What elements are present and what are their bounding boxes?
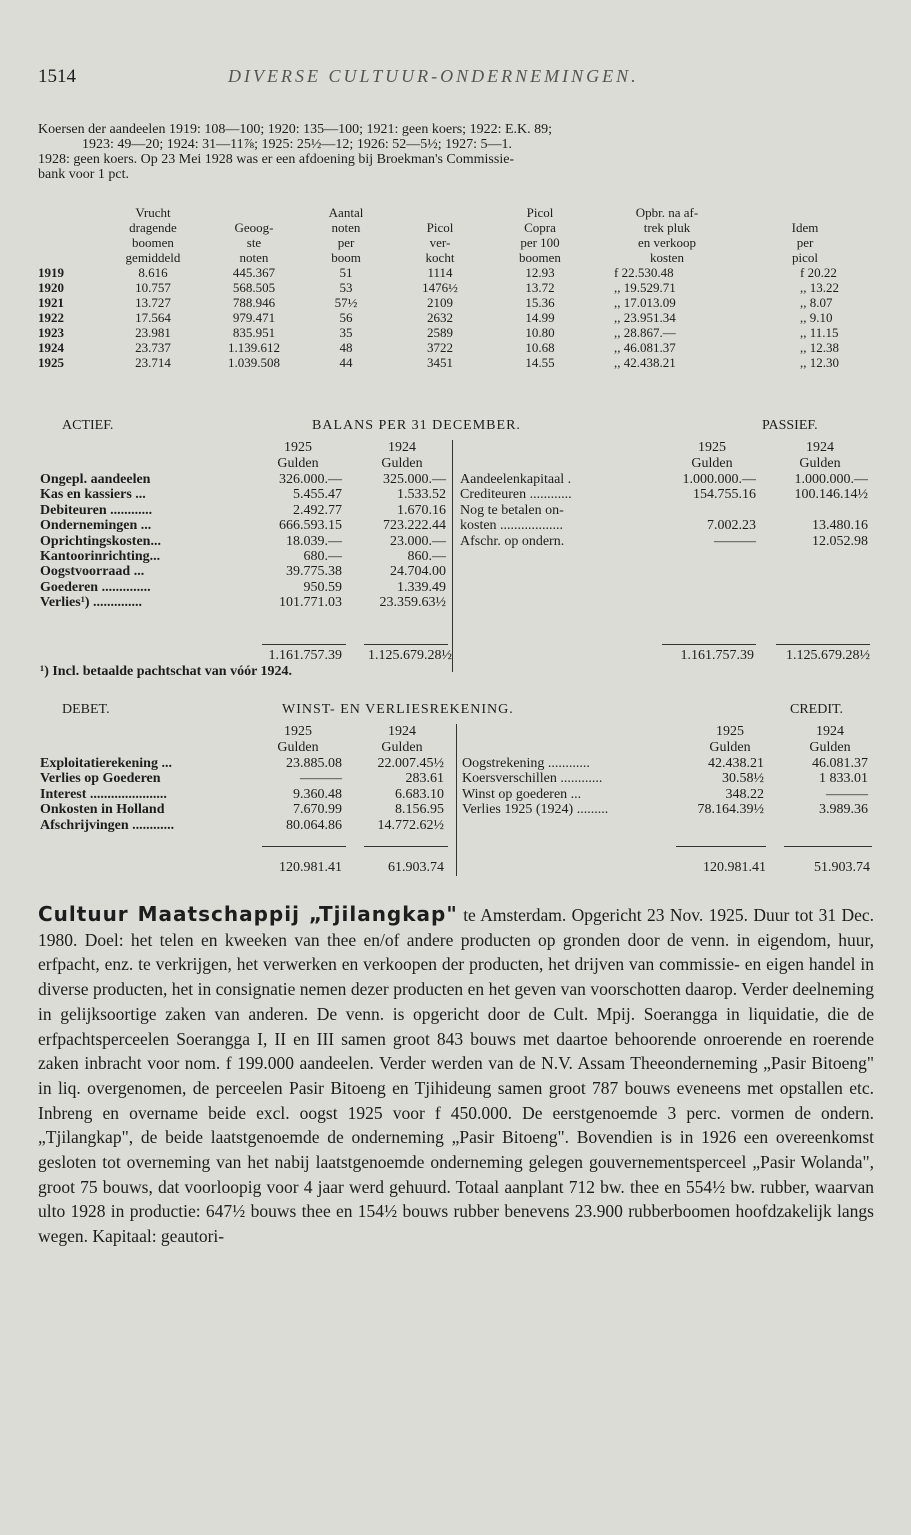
yield-header-cell: boomen — [519, 250, 561, 265]
balance-left-value-1925: 18.039.— — [286, 533, 342, 549]
yield-cell: f 22.530.48 — [614, 265, 674, 280]
yield-cell: 1114 — [427, 265, 453, 280]
pnl-left-row-label: Verlies op Goederen — [40, 771, 161, 787]
balance-left-value-1924: 723.222.44 — [383, 518, 446, 534]
yield-cell: ,, 9.10 — [800, 310, 833, 325]
pnl-col-unit-1924: Gulden — [381, 740, 423, 755]
yield-cell: 14.99 — [525, 310, 555, 325]
yield-cell: 445.367 — [232, 265, 276, 280]
pnl-left-value-1924: 14.772.62½ — [377, 817, 444, 833]
yield-cell: f 20.22 — [800, 265, 837, 280]
pnl-right-value-1924: ——— — [826, 786, 868, 802]
yield-cell: 1920 — [38, 280, 64, 295]
yield-cell: 23.714 — [135, 355, 171, 370]
balance-left-row-label: Kas en kassiers ... — [40, 487, 146, 503]
balance-title: BALANS PER 31 DECEMBER. — [312, 418, 521, 433]
pnl-rcol-year-1925: 1925 — [716, 724, 744, 739]
yield-header-cell: picol — [792, 250, 818, 265]
balance-col-unit-1925: Gulden — [277, 456, 319, 471]
balance-col-unit-1924: Gulden — [381, 456, 423, 471]
company-article — [38, 902, 874, 1249]
balance-left-value-1925: 2.492.77 — [293, 502, 342, 518]
yield-cell: 23.737 — [135, 340, 171, 355]
yield-header-cell: per 100 — [520, 235, 560, 250]
yield-header-blank — [38, 250, 98, 265]
yield-header-cell: Picol — [526, 205, 554, 220]
yield-header-blank — [38, 205, 98, 220]
balance-right-value-1925: ——— — [714, 533, 756, 549]
pnl-right-row-label: Oogstrekening ............ — [462, 756, 590, 771]
balance-left-value-1925: 39.775.38 — [286, 564, 342, 580]
yield-header-cell: Aantal — [328, 205, 364, 220]
balance-left-row-label: Goederen .............. — [40, 579, 151, 595]
yield-header-cell — [208, 205, 300, 220]
yield-cell: ,, 8.07 — [800, 295, 833, 310]
yield-header-cell: Vrucht — [135, 205, 171, 220]
balance-left-value-1924: 24.704.00 — [390, 564, 446, 580]
yield-cell: 1919 — [38, 265, 64, 280]
balance-right-row-label: kosten .................. — [460, 518, 564, 534]
balance-left-value-1925: 950.59 — [303, 579, 342, 595]
balance-right-row-label: Aandeelenkapitaal . — [460, 472, 572, 487]
pnl-right-row-label: Verlies 1925 (1924) ......... — [462, 802, 609, 818]
yield-cell: 56 — [339, 310, 353, 325]
balance-left-title: ACTIEF. — [62, 418, 114, 433]
yield-cell: 1476½ — [422, 280, 458, 295]
balance-rcol-year-1925: 1925 — [698, 440, 726, 455]
yield-header-cell — [742, 205, 868, 220]
pnl-left-value-1924: 6.683.10 — [395, 786, 444, 802]
yield-row — [38, 355, 868, 370]
rule — [262, 846, 346, 847]
yield-cell: ,, 12.38 — [800, 340, 839, 355]
yield-cell: 1921 — [38, 295, 64, 310]
yield-header-cell: Copra — [524, 220, 556, 235]
yield-cell: 12.93 — [525, 265, 555, 280]
balance-left-total-1925: 1.161.757.39 — [268, 648, 342, 663]
balance-left-value-1924: 23.359.63½ — [379, 595, 446, 611]
pnl-divider — [456, 724, 457, 876]
pnl-left-row-label: Interest ...................... — [40, 786, 167, 802]
yield-cell: ,, 12.30 — [800, 355, 839, 370]
pnl-col-year-1924: 1924 — [388, 724, 416, 739]
balance-left-value-1925: 101.771.03 — [279, 595, 342, 611]
yield-cell: 1.139.612 — [228, 340, 280, 355]
yield-cell: ,, 42.438.21 — [614, 355, 676, 370]
yield-row — [38, 295, 868, 310]
yield-cell: 2632 — [427, 310, 453, 325]
yield-cell: 14.55 — [525, 355, 555, 370]
rule — [364, 846, 448, 847]
yield-cell: 1923 — [38, 325, 64, 340]
yield-header-cell: per — [337, 235, 355, 250]
balance-right-value-1925: 1.000.000.— — [682, 472, 756, 487]
yield-cell: 17.564 — [135, 310, 171, 325]
yield-header-cell: gemiddeld — [125, 250, 181, 265]
balance-right-value-1924: 12.052.98 — [812, 533, 868, 549]
intro-line: Koersen der aandeelen 1919: 108—100; 1920: 135—100; 1921: geen koers; 1922: E.K. 89; — [38, 122, 553, 137]
yield-cell: 1.039.508 — [228, 355, 280, 370]
pnl-left-row-label: Afschrijvingen ............ — [40, 817, 175, 833]
balance-left-value-1924: 1.533.52 — [397, 487, 446, 503]
yield-cell: 1924 — [38, 340, 64, 355]
balance-left-value-1925: 680.— — [303, 549, 342, 564]
yield-header-cell: noten — [239, 250, 269, 265]
yield-header-cell: trek pluk — [643, 220, 691, 235]
balance-right-value-1925: 154.755.16 — [693, 487, 756, 503]
balance-right-row-label: Afschr. op ondern. — [460, 533, 565, 549]
pnl-right-value-1924: 46.081.37 — [812, 756, 868, 771]
yield-cell: 13.72 — [525, 280, 555, 295]
pnl-right-value-1925: 30.58½ — [722, 771, 764, 787]
balance-rcol-unit-1924: Gulden — [799, 456, 841, 471]
balance-left-value-1924: 860.— — [407, 549, 446, 564]
running-title: DIVERSE CULTUUR-ONDERNEMINGEN. — [228, 66, 639, 86]
yield-cell: 10.80 — [525, 325, 555, 340]
yield-header-cell: Idem — [791, 220, 819, 235]
yield-cell: 53 — [339, 280, 353, 295]
rule — [364, 644, 448, 645]
balance-rcol-year-1924: 1924 — [806, 440, 834, 455]
balance-right-value-1924: 13.480.16 — [812, 518, 868, 534]
yield-cell: 1925 — [38, 355, 64, 370]
pnl-left-row-label: Exploitatierekening ... — [40, 756, 172, 771]
intro-line: 1923: 49—20; 1924: 31—11⅞; 1925: 25½—12; 1926: 52—5½; 1927: 5—1. — [82, 137, 512, 152]
pnl-rcol-unit-1925: Gulden — [709, 740, 751, 755]
yield-cell: 3722 — [427, 340, 453, 355]
balance-left-total-1924: 1.125.679.28½ — [368, 648, 452, 663]
rule — [776, 644, 870, 645]
balance-col-year-1924: 1924 — [388, 440, 416, 455]
pnl-right-value-1924: 1 833.01 — [819, 771, 868, 787]
yield-row — [38, 340, 868, 355]
yield-header-cell — [392, 205, 488, 220]
yield-cell: 1922 — [38, 310, 64, 325]
yield-cell: 2589 — [427, 325, 453, 340]
balance-left-value-1924: 1.670.16 — [397, 502, 446, 518]
yield-row — [38, 325, 868, 340]
yield-cell: ,, 13.22 — [800, 280, 839, 295]
yield-cell: 35 — [339, 325, 353, 340]
balance-right-value-1924: 100.146.14½ — [794, 487, 868, 503]
pnl-left-value-1925: 80.064.86 — [286, 817, 342, 833]
pnl-rcol-unit-1924: Gulden — [809, 740, 851, 755]
page-number: 1514 — [38, 66, 76, 87]
pnl-col-year-1925: 1925 — [284, 724, 312, 739]
yield-header-blank — [38, 235, 98, 250]
pnl-left-title: DEBET. — [62, 702, 110, 717]
rule — [662, 644, 756, 645]
rule — [784, 846, 872, 847]
balance-right-total-1925: 1.161.757.39 — [680, 648, 754, 663]
yield-cell: 568.505 — [232, 280, 276, 295]
yield-header-cell: noten — [331, 220, 361, 235]
rule — [262, 644, 346, 645]
yield-cell: ,, 46.081.37 — [614, 340, 676, 355]
intro-line: bank voor 1 pct. — [38, 167, 129, 182]
company-body: te Amsterdam. Opgericht 23 Nov. 1925. Duur tot 31 Dec. 1980. Doel: het telen en kweeken van thee en/of andere producten op gronden door de venn. in eigendom, huur, erfpacht, enz. te verkrijgen, het verwerken en verkoopen der producten, het drijven van commissie- en eigen handel in diverse producten, het in consignatie nemen dezer producten en het geven van voorschotten daarop. Verder deelneming in gelijksoortige zaken van anderen. De venn. is opgericht door de Cult. Mpij. Soerangga in liquidatie, die de erfpachtsperceelen Soerangga I, II en III samen groot 843 bouws met daartoe behoorende onroerende en roerende zaken inbracht voor nom. f 199.000 aandeelen. Verder werden van de N.V. Assam Theeonderneming „Pasir Bitoeng" in liq. overgenomen, de perceelen Pasir Bitoeng en Tjihideung samen groot 787 bouws eveneens met opstallen etc. Inbreng en overname beide excl. oogst 1925 voor f 450.000. De eerstgenoemde 3 perc. vormen de ondern. „Tjilangkap", de beide laatstgenoemde de onderneming „Pasir Bitoeng". Bovendien is in 1926 een overeenkomst gesloten tot overneming van het nabij laatstgenoemde onderneming gelegen gouvernementsperceel „Pasir Wolanda", groot 75 bouws, dat voorloopig voor 4 jaar werd gehuurd. Totaal aanplant 712 bw. thee en 554½ bw. rubber, waarvan ulto 1928 in productie: 647½ bouws thee en 154½ bouws rubber benevens 23.900 rubberboomen hoofdzakelijk langs wegen. Kapitaal: geautori- — [38, 905, 875, 1247]
pnl-col-unit-1925: Gulden — [277, 740, 319, 755]
pnl-rcol-year-1924: 1924 — [816, 724, 844, 739]
balance-footnote: ¹) Incl. betaalde pachtschat van vóór 1924. — [40, 664, 293, 679]
yield-cell: 835.951 — [232, 325, 276, 340]
balance-left-value-1924: 325.000.— — [383, 472, 446, 487]
pnl-right-value-1925: 78.164.39½ — [697, 802, 764, 818]
balance-left-row-label: Oprichtingskosten... — [40, 533, 161, 549]
yield-cell: 48 — [339, 340, 353, 355]
yield-header-cell: dragende — [129, 220, 177, 235]
balance-left-row-label: Verlies¹) .............. — [40, 595, 143, 611]
yield-header-cell: kosten — [650, 250, 684, 265]
yield-header-cell: boom — [331, 250, 361, 265]
yield-header-cell: ver- — [429, 235, 451, 250]
balance-left-value-1925: 666.593.15 — [279, 518, 342, 534]
yield-cell: 788.946 — [232, 295, 276, 310]
yield-cell: 10.68 — [525, 340, 555, 355]
pnl-title: WINST- EN VERLIESREKENING. — [282, 702, 514, 717]
yield-cell: 2109 — [427, 295, 453, 310]
yield-row — [38, 265, 868, 280]
yield-cell: 57½ — [334, 295, 358, 310]
pnl-right-total-1925: 120.981.41 — [703, 860, 766, 875]
pnl-left-value-1925: 7.670.99 — [293, 802, 342, 818]
pnl-left-value-1925: 9.360.48 — [293, 786, 342, 802]
yield-cell: 979.471 — [232, 310, 276, 325]
balance-left-row-label: Ongepl. aandeelen — [40, 472, 151, 487]
pnl-right-row-label: Koersverschillen ............ — [462, 771, 603, 787]
yield-cell: 15.36 — [525, 295, 555, 310]
balance-left-row-label: Ondernemingen ... — [40, 518, 152, 534]
pnl-left-value-1924: 8.156.95 — [395, 802, 444, 818]
yield-row — [38, 280, 868, 295]
yield-header-cell: Geoog- — [234, 220, 274, 235]
company-title: Cultuur Maatschappij „Tjilangkap" — [38, 902, 458, 926]
intro-line: 1928: geen koers. Op 23 Mei 1928 was er een afdoening bij Broekman's Commissie- — [38, 152, 515, 167]
balance-col-year-1925: 1925 — [284, 440, 312, 455]
balance-left-value-1925: 326.000.— — [279, 472, 342, 487]
balance-left-row-label: Oogstvoorraad ... — [40, 564, 145, 580]
balance-rcol-unit-1925: Gulden — [691, 456, 733, 471]
pnl-left-total-1925: 120.981.41 — [279, 860, 342, 875]
yield-row — [38, 310, 868, 325]
yield-cell: ,, 28.867.— — [614, 325, 676, 340]
balance-divider — [452, 440, 453, 672]
pnl-right-value-1924: 3.989.36 — [819, 802, 868, 818]
yield-cell: 44 — [339, 355, 353, 370]
balance-left-value-1925: 5.455.47 — [293, 487, 342, 503]
rule — [676, 846, 766, 847]
balance-right-row-label: Crediteuren ............ — [460, 487, 572, 503]
yield-header-cell: boomen — [132, 235, 174, 250]
yield-header-cell: Opbr. na af- — [635, 205, 699, 220]
pnl-right-row-label: Winst op goederen ... — [462, 786, 582, 802]
balance-right-row-label: Nog te betalen on- — [460, 502, 564, 518]
yield-cell: ,, 11.15 — [800, 325, 839, 340]
yield-cell: ,, 23.951.34 — [614, 310, 676, 325]
yield-cell: 3451 — [427, 355, 453, 370]
yield-header-blank — [38, 220, 98, 235]
balance-right-title: PASSIEF. — [762, 418, 818, 433]
yield-cell: 10.757 — [135, 280, 171, 295]
pnl-left-total-1924: 61.903.74 — [388, 860, 444, 875]
pnl-right-title: CREDIT. — [790, 702, 844, 717]
yield-header-cell: per — [796, 235, 814, 250]
balance-right-value-1924: 1.000.000.— — [794, 472, 868, 487]
pnl-left-value-1925: ——— — [300, 771, 342, 787]
yield-header-cell: ste — [246, 235, 262, 250]
pnl-right-value-1925: 348.22 — [725, 786, 764, 802]
yield-cell: 23.981 — [135, 325, 171, 340]
balance-right-value-1925: 7.002.23 — [707, 518, 756, 534]
pnl-left-value-1924: 283.61 — [405, 771, 444, 787]
yield-cell: ,, 17.013.09 — [614, 295, 676, 310]
pnl-left-row-label: Onkosten in Holland — [40, 802, 165, 818]
yield-cell: ,, 19.529.71 — [614, 280, 676, 295]
pnl-left-value-1925: 23.885.08 — [286, 756, 342, 771]
yield-table — [38, 205, 868, 370]
yield-header-cell: Picol — [426, 220, 454, 235]
balance-left-value-1924: 23.000.— — [390, 533, 446, 549]
yield-cell: 13.727 — [135, 295, 171, 310]
yield-header-cell: en verkoop — [637, 235, 697, 250]
pnl-left-value-1924: 22.007.45½ — [377, 756, 444, 771]
pnl-right-value-1925: 42.438.21 — [708, 756, 764, 771]
balance-left-value-1924: 1.339.49 — [397, 579, 446, 595]
yield-cell: 51 — [339, 265, 353, 280]
yield-cell: 8.616 — [138, 265, 168, 280]
balance-left-row-label: Kantoorinrichting... — [40, 549, 161, 564]
balance-right-total-1924: 1.125.679.28½ — [786, 648, 870, 663]
yield-header-cell: kocht — [425, 250, 455, 265]
pnl-right-total-1924: 51.903.74 — [814, 860, 870, 875]
balance-left-row-label: Debiteuren ............ — [40, 502, 153, 518]
